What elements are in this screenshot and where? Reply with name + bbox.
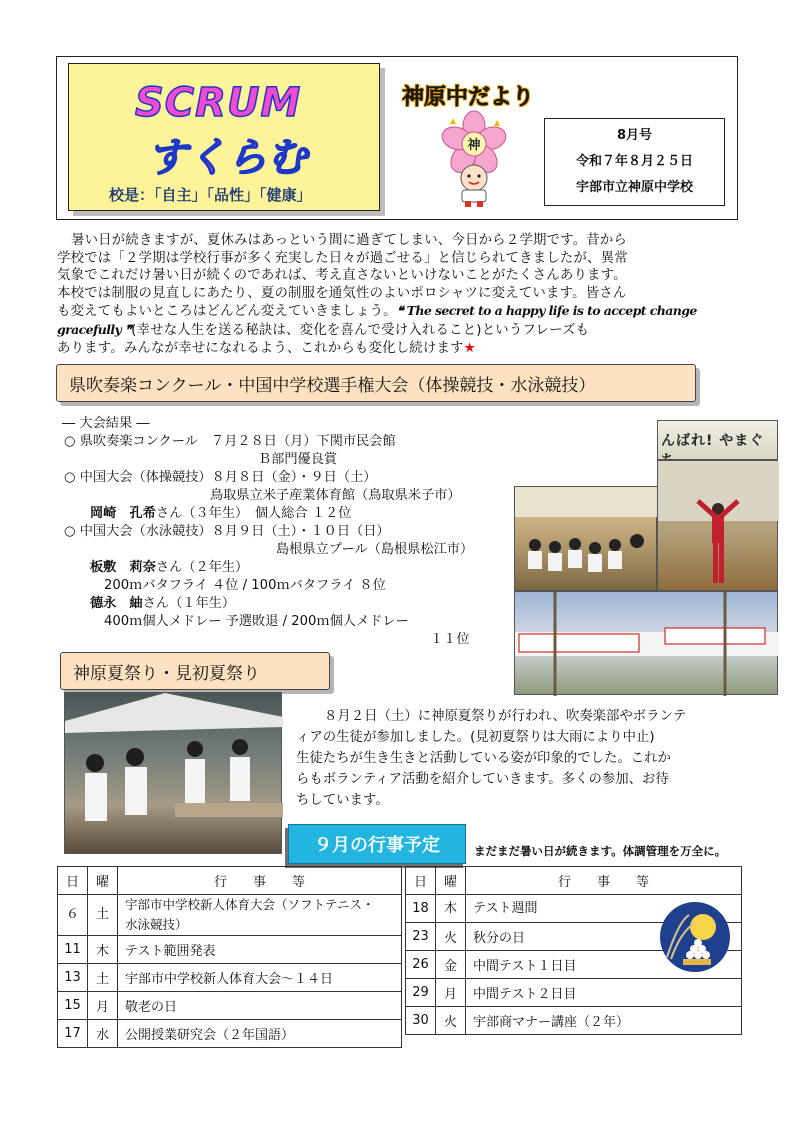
mascot-char: 神 [467, 138, 481, 153]
row-weekday: 月 [88, 992, 118, 1020]
row-event: 宇部商マナー講座（２年） [466, 1007, 742, 1035]
school-motto: 校是：「自主」「品性」「健康」 [109, 186, 312, 204]
intro-line: 本校では制服の見直しにあたり、夏の制服を通気性のよいポロシャツに変えています。皆さん [57, 285, 627, 301]
intro-line: (幸せな人生を送る秘訣は、変化を喜んで受け入れること)というフレーズも [131, 322, 590, 338]
table-row [58, 1020, 402, 1048]
logo-sukuramu: すくらむ [147, 135, 307, 181]
row-weekday: 火 [436, 1007, 466, 1035]
result-venue: 鳥取県立米子産業体育館（鳥取県米子市） [210, 488, 461, 503]
row-event-line: 宇部市中学校新人体育大会（ソフトテニス・ [125, 897, 375, 912]
row-event: テスト範囲発表 [118, 936, 402, 964]
photo-banner [657, 420, 778, 460]
section-heading-competitions: 県吹奏楽コンクール・中国中学校選手権大会（体操競技・水泳競技） [56, 364, 696, 402]
photo-brass-band [514, 486, 657, 591]
table-header-row [406, 867, 742, 895]
newsletter-title: 神原中だより [402, 85, 535, 110]
row-weekday: 月 [436, 979, 466, 1007]
table-row [58, 992, 402, 1020]
star-icon: ★ [463, 340, 476, 356]
athlete-result: 400ｍ個人メドレー 予選敗退 / 200ｍ個人メドレー [104, 614, 409, 629]
row-weekday: 木 [88, 936, 118, 964]
results-title: ― 大会結果 ― [62, 416, 150, 431]
festival-illustration [65, 693, 283, 855]
table-row [406, 979, 742, 1007]
row-event: 公開授業研究会（２年国語） [118, 1020, 402, 1048]
row-weekday: 火 [436, 923, 466, 951]
athlete-name: 板敷 莉奈 [90, 560, 156, 575]
col-day: 日 [58, 867, 88, 895]
table-header-row [58, 867, 402, 895]
row-day: 17 [58, 1020, 88, 1048]
athlete-name: 德永 紬 [90, 596, 143, 611]
athlete-result: さん（３年生） 個人総合 １２位 [155, 506, 352, 521]
intro-line: 暑い日が続きますが、夏休みはあっという間に過ぎてしまい、今日から２学期です。昔から [71, 233, 628, 248]
sakura-mascot-icon [432, 112, 516, 208]
english-quote: ❝ The secret to a happy life is to accept change gracefully ❞ [57, 303, 697, 337]
row-weekday: 土 [88, 964, 118, 992]
festival-line: らもボランティア活動を紹介していきます。多くの参加、お待 [296, 772, 669, 787]
row-event: 中間テスト１日目 [466, 951, 742, 979]
intro-line: も変えてもよいところはどんどん変えていきましょう。 [57, 304, 397, 320]
result-item: ○ 県吹奏楽コンクール ７月２８日（月）下関市民会館 [64, 434, 396, 449]
result-venue: 島根県立プール（島根県松江市） [276, 542, 474, 557]
table-row [58, 936, 402, 964]
competition-results [62, 415, 473, 649]
col-event: 行 事 等 [466, 867, 742, 895]
table-row [406, 1007, 742, 1035]
col-day: 日 [406, 867, 436, 895]
row-weekday: 水 [88, 1020, 118, 1048]
intro-line: 気象でこれだけ暑い日が続くのであれば、考え直さないといけないことがたくさんあります。 [57, 268, 627, 284]
band-illustration [515, 487, 658, 592]
logo-scrum: SCRUM [135, 80, 302, 126]
issue-date: 令和７年８月２５日 [575, 154, 693, 169]
row-weekday: 木 [436, 895, 466, 923]
principal-message [57, 232, 745, 357]
table-row [58, 895, 402, 936]
athlete-grade: さん（２年生） [155, 560, 249, 575]
row-event: テスト週間 [466, 895, 742, 923]
festival-line: ィアの生徒が参加しました。(見初夏祭りは大雨により中止) [296, 730, 655, 745]
row-day: 11 [58, 936, 88, 964]
athlete-name: 岡崎 孔希 [90, 506, 156, 521]
result-item: ○ 中国大会（体操競技）８月８日（金）・９日（土） [64, 470, 377, 485]
row-day: 13 [58, 964, 88, 992]
col-weekday: 曜 [436, 867, 466, 895]
summer-festival-text [296, 706, 752, 811]
festival-line: ８月２日（土）に神原夏祭りが行われ、吹奏楽部やボランテ [324, 709, 687, 724]
result-award: Ｂ部門優良賞 [258, 452, 338, 467]
festival-line: 生徒たちが生き生きと活動している姿が印象的でした。これか [296, 751, 671, 766]
row-event: 中間テスト２日目 [466, 979, 742, 1007]
photo-gymnastics [657, 460, 778, 591]
schedule-table-left [57, 866, 402, 1048]
row-event: 敬老の日 [118, 992, 402, 1020]
result-item: ○ 中国大会（水泳競技）８月９日（土）・１０日（日） [64, 524, 390, 539]
row-event: 秋分の日 [466, 923, 742, 951]
athlete-grade: さん（１年生） [142, 596, 236, 611]
issue-month: 8月号 [616, 128, 653, 143]
col-weekday: 曜 [88, 867, 118, 895]
photo-swimming-venue [514, 591, 778, 695]
row-day: 29 [406, 979, 436, 1007]
row-event: 宇部市中学校新人体育大会～１４日 [118, 964, 402, 992]
photo-summer-festival [64, 692, 282, 854]
row-day: 26 [406, 951, 436, 979]
section-heading-summer-festival: 神原夏祭り・見初夏祭り [60, 652, 330, 690]
issue-info-box [544, 118, 725, 206]
september-schedule-badge: ９月の行事予定 [288, 824, 466, 864]
col-event: 行 事 等 [118, 867, 402, 895]
intro-line: あります。みんなが幸せになれるよう、これからも変化し続けます [57, 340, 464, 356]
row-day: ６ [58, 895, 88, 936]
table-row [58, 964, 402, 992]
row-day: 18 [406, 895, 436, 923]
row-weekday: 土 [88, 895, 118, 936]
school-name: 宇部市立神原中学校 [575, 180, 693, 195]
banner-text: んばれ! やまぐ [661, 433, 765, 449]
festival-line: ちしています。 [296, 793, 389, 808]
row-event [118, 895, 402, 936]
row-day: 30 [406, 1007, 436, 1035]
row-weekday: 金 [436, 951, 466, 979]
athlete-result: 200ｍバタフライ ４位 / 100ｍバタフライ ８位 [104, 578, 386, 593]
intro-line: 学校では「２学期は学校行事が多く充実した日々が過ごせる」と信じられてきましたが、異常 [57, 250, 628, 266]
row-event-line: 水泳競技） [125, 917, 188, 932]
pool-illustration [515, 592, 779, 696]
gymnast-illustration [658, 461, 779, 592]
logo-panel [68, 63, 380, 211]
athlete-result: １１位 [430, 632, 470, 647]
moon-viewing-icon [659, 901, 731, 973]
row-day: 15 [58, 992, 88, 1020]
schedule-note: まだまだ暑い日が続きます。体調管理を万全に。 [474, 844, 727, 858]
row-day: 23 [406, 923, 436, 951]
